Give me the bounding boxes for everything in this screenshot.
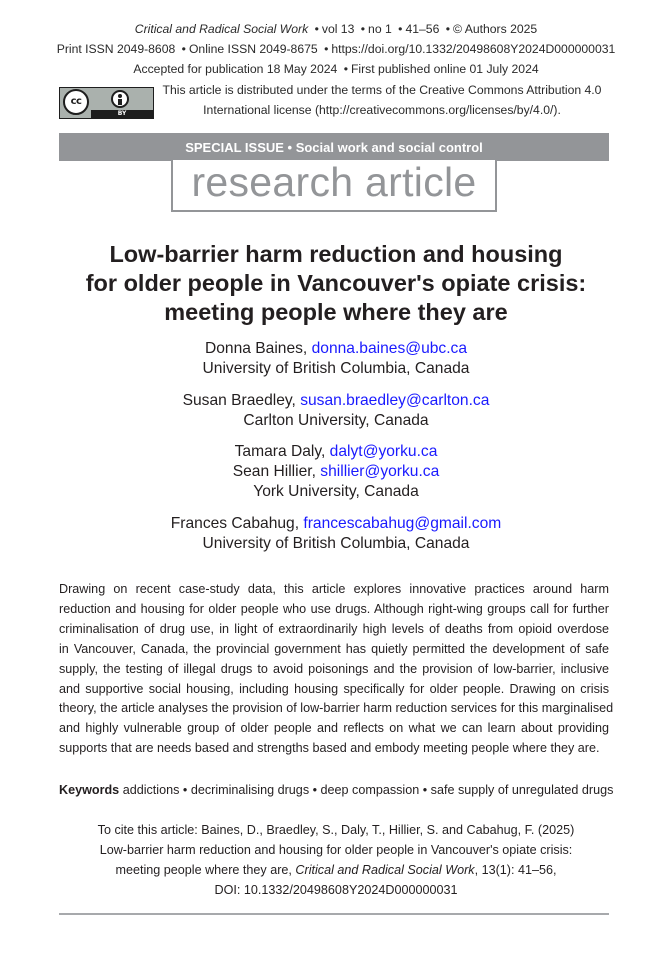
abstract-line: and highly vulnerable group of older people and reflects on what we can learn about providing bbox=[59, 721, 609, 736]
keywords-label: Keywords bbox=[59, 783, 120, 797]
author-affiliation: University of British Columbia, Canada bbox=[202, 360, 470, 377]
abstract-line: reduction and housing for older people who use drugs. Although right-wing groups call for further bbox=[59, 601, 609, 616]
title-line: for older people in Vancouver's opiate crisis: bbox=[85, 270, 587, 296]
author-name: Frances Cabahug, bbox=[170, 515, 300, 532]
keywords-list: addictions • decriminalising drugs • deep compassion • safe supply of unregulated drugs bbox=[122, 783, 614, 797]
citation-line bbox=[40, 860, 632, 880]
author-email[interactable]: dalyt@yorku.ca bbox=[329, 443, 438, 460]
abstract-line: theory, the article analyses the provision of low-barrier harm reduction services for this marginalised bbox=[59, 701, 614, 716]
separator: • bbox=[324, 42, 329, 56]
separator: • bbox=[343, 62, 348, 76]
journal-name: Critical and Radical Social Work bbox=[134, 22, 309, 36]
special-issue-banner: SPECIAL ISSUE • Social work and social control bbox=[59, 133, 609, 161]
pages: 41–56 bbox=[405, 22, 440, 36]
separator: • bbox=[360, 22, 366, 36]
title-line: meeting people where they are bbox=[164, 299, 508, 325]
author-email[interactable]: donna.baines@ubc.ca bbox=[311, 340, 468, 357]
article-title bbox=[40, 240, 632, 327]
divider bbox=[59, 913, 609, 915]
publication-dates-line bbox=[0, 59, 672, 79]
print-issn: Print ISSN 2049-8608 bbox=[56, 42, 176, 56]
journal-citation-line bbox=[0, 19, 672, 39]
abstract-line: in Vancouver, Canada, the provincial government has quietly permitted the development of safe bbox=[59, 641, 609, 656]
volume: vol 13 bbox=[321, 22, 355, 36]
author-entry bbox=[0, 339, 672, 359]
author-entry bbox=[0, 442, 672, 462]
separator: • bbox=[398, 22, 403, 36]
separator: • bbox=[445, 22, 451, 36]
author-entry bbox=[0, 514, 672, 534]
abstract-line: supports that are needs based and strengths based and embody meeting people where they are. bbox=[59, 741, 600, 756]
citation-doi: DOI: 10.1332/20498608Y2024D000000031 bbox=[214, 883, 458, 897]
citation-title-end: meeting people where they are, bbox=[115, 863, 296, 877]
separator: • bbox=[314, 22, 319, 36]
author-affiliation: Carlton University, Canada bbox=[243, 412, 429, 429]
issue: no 1 bbox=[368, 22, 392, 36]
abstract-line: criminalisation of drug use, in light of extraordinarily high levels of deaths from opioid overdose bbox=[59, 621, 609, 636]
author-email[interactable]: susan.braedley@carlton.ca bbox=[300, 392, 490, 409]
keywords bbox=[59, 780, 619, 800]
license-line-2[interactable]: International license (http://creativecommons.org/licenses/by/4.0/). bbox=[203, 103, 561, 117]
cc-icon: cc bbox=[63, 89, 89, 115]
accepted-date: Accepted for publication 18 May 2024 bbox=[133, 62, 338, 76]
author-name: Tamara Daly, bbox=[234, 443, 326, 460]
author-affiliation: York University, Canada bbox=[253, 483, 419, 500]
citation-line: To cite this article: Baines, D., Braedley, S., Daly, T., Hillier, S. and Cabahug, F. (2025) bbox=[97, 823, 575, 837]
author-affiliation: University of British Columbia, Canada bbox=[202, 535, 470, 552]
abstract-line: and supportive social housing, including housing specifically for older people. Drawing on crisis bbox=[59, 681, 609, 696]
author-entry bbox=[0, 462, 672, 482]
abstract-line: supply, the testing of illegal drugs to avoid poisonings and the provision of low-barrier, inclusive bbox=[59, 661, 609, 676]
by-label: BY bbox=[91, 110, 153, 118]
separator: • bbox=[181, 42, 186, 56]
citation-line: Low-barrier harm reduction and housing for older people in Vancouver's opiate crisis: bbox=[99, 843, 573, 857]
author-name: Donna Baines, bbox=[204, 340, 308, 357]
author-email[interactable]: shillier@yorku.ca bbox=[320, 463, 440, 480]
published-date: First published online 01 July 2024 bbox=[350, 62, 539, 76]
title-line: Low-barrier harm reduction and housing bbox=[109, 241, 563, 267]
author-email[interactable]: francescabahug@gmail.com bbox=[303, 515, 502, 532]
citation-volume-pages: , 13(1): 41–56, bbox=[474, 863, 557, 877]
citation-block bbox=[40, 820, 632, 900]
abstract bbox=[59, 580, 614, 759]
article-type-label: research article bbox=[171, 160, 497, 212]
author-name: Sean Hillier, bbox=[232, 463, 316, 480]
abstract-line: Drawing on recent case-study data, this article explores innovative practices around harm bbox=[59, 582, 609, 596]
license-statement bbox=[162, 80, 602, 120]
issn-line bbox=[0, 39, 672, 59]
attribution-person-icon bbox=[111, 90, 129, 108]
copyright: © Authors 2025 bbox=[453, 22, 538, 36]
author-name: Susan Braedley, bbox=[182, 392, 296, 409]
license-line-1: This article is distributed under the terms of the Creative Commons Attribution 4.0 bbox=[162, 83, 602, 97]
creative-commons-by-icon bbox=[59, 87, 154, 119]
online-issn: Online ISSN 2049-8675 bbox=[188, 42, 318, 56]
citation-journal: Critical and Radical Social Work bbox=[295, 863, 475, 877]
doi-link[interactable]: https://doi.org/10.1332/20498608Y2024D000000031 bbox=[331, 42, 616, 56]
author-entry bbox=[0, 391, 672, 411]
